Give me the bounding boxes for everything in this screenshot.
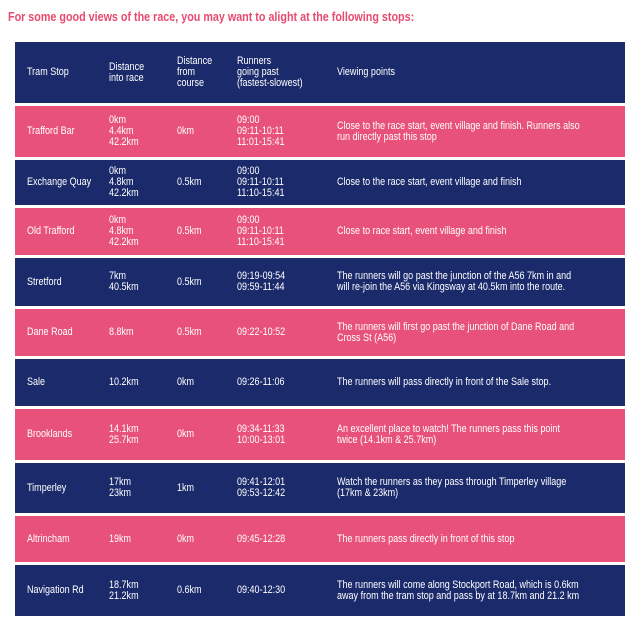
cell-line: 4.8km — [109, 225, 134, 237]
distance-from-course-text: 0km — [177, 532, 195, 545]
cell-line: 42.2km — [109, 136, 139, 148]
cell-line: 4.4km — [109, 125, 134, 137]
viewing-points — [333, 424, 625, 446]
stop-name — [15, 177, 105, 188]
cell-line: 11:10-15:41 — [237, 187, 285, 199]
stop-name-text: Brooklands — [27, 428, 73, 440]
distance-from-course — [173, 327, 233, 338]
cell-line: 09:45-12:28 — [237, 532, 286, 545]
cell-line: The runners will come along Stockport Road, which is 0.6km — [337, 578, 579, 591]
table-row — [15, 463, 625, 516]
table-header-row — [15, 42, 625, 106]
runners-times — [233, 166, 333, 199]
table-row — [15, 359, 625, 409]
distance-from-course — [173, 534, 233, 545]
stop-name-text: Exchange Quay — [27, 176, 92, 188]
stop-name — [15, 277, 105, 288]
cell-line: Watch the runners as they pass through Timperley village — [337, 476, 567, 488]
viewing-points — [333, 226, 625, 237]
cell-line: Close to the race start, event village and finish — [337, 176, 522, 188]
cell-line: 09:22-10:52 — [237, 326, 286, 338]
cell-line: Close to the race start, event village and finish. Runners also — [337, 119, 580, 132]
cell-line: 0km — [109, 214, 127, 226]
stop-name — [15, 429, 105, 440]
cell-line: 10.2km — [109, 376, 139, 388]
cell-line: 11:10-15:41 — [237, 236, 285, 248]
cell-line: 09:59-11:44 — [237, 281, 285, 293]
distance-from-course-text: 0.5km — [177, 275, 202, 288]
cell-line: Viewing points — [337, 66, 396, 78]
stop-name-text: Navigation Rd — [27, 584, 84, 596]
viewing-points — [333, 121, 625, 143]
runners-times — [233, 377, 333, 388]
table-row — [15, 565, 625, 619]
cell-line: 09:00 — [237, 214, 260, 226]
stop-name — [15, 327, 105, 338]
stop-name-text: Stretford — [27, 275, 62, 288]
table-row — [15, 208, 625, 258]
cell-line: 09:11-10:11 — [237, 176, 284, 188]
cell-line: 09:26-11:06 — [237, 376, 285, 388]
stop-name — [15, 483, 105, 494]
intro-heading: For some good views of the race, you may want to alight at the following stops: — [8, 10, 415, 24]
distance-into-race — [105, 477, 173, 499]
runners-times — [233, 215, 333, 248]
stop-name — [15, 226, 105, 237]
cell-line: 8.8km — [109, 326, 134, 338]
cell-line: 09:40-12:30 — [237, 584, 286, 596]
cell-line: will re-join the A56 via Kingsway at 40.5km into the route. — [337, 281, 566, 293]
stop-name — [15, 377, 105, 388]
table-row — [15, 516, 625, 565]
table-row — [15, 106, 625, 160]
stop-name — [15, 585, 105, 596]
distance-from-course-text: 0km — [177, 376, 195, 388]
tram-stop-table — [15, 42, 625, 619]
runners-times — [233, 271, 333, 293]
cell-line: 09:11-10:11 — [237, 225, 284, 237]
cell-line: The runners pass directly in front of this stop — [337, 532, 515, 545]
distance-into-race — [105, 327, 173, 338]
cell-line: from — [177, 66, 196, 78]
distance-from-course — [173, 126, 233, 137]
distance-from-course-text: 0.5km — [177, 225, 202, 237]
distance-into-race — [105, 271, 173, 293]
cell-line: 4.8km — [109, 176, 134, 188]
stop-name-text: Old Trafford — [27, 225, 75, 237]
stop-name-text: Sale — [27, 376, 46, 388]
runners-times — [233, 534, 333, 545]
table-row — [15, 309, 625, 359]
viewing-points — [333, 580, 625, 602]
distance-from-course — [173, 177, 233, 188]
cell-line: 17km — [109, 476, 132, 488]
stop-name — [15, 534, 105, 545]
cell-line: run directly past this stop — [337, 130, 437, 143]
header-runners-going-past — [233, 56, 333, 89]
table-row — [15, 409, 625, 463]
stop-name-text: Altrincham — [27, 532, 70, 545]
distance-into-race — [105, 424, 173, 446]
cell-line: into race — [109, 71, 144, 84]
runners-times — [233, 424, 333, 446]
distance-into-race — [105, 166, 173, 199]
viewing-points — [333, 477, 625, 499]
cell-line: The runners will first go past the junction of Dane Road and — [337, 320, 575, 333]
distance-from-course-text: 1km — [177, 481, 195, 494]
runners-times — [233, 115, 333, 148]
cell-line: 25.7km — [109, 433, 139, 446]
distance-from-course — [173, 226, 233, 237]
distance-from-course — [173, 585, 233, 596]
viewing-points — [333, 322, 625, 344]
cell-line: 09:53-12:42 — [237, 487, 286, 499]
cell-line: The runners will pass directly in front of the Sale stop. — [337, 376, 552, 388]
cell-line: 7km — [109, 270, 127, 282]
cell-line: 21.2km — [109, 589, 139, 602]
viewing-points — [333, 534, 625, 545]
distance-into-race — [105, 115, 173, 148]
table-row — [15, 258, 625, 309]
cell-line: 09:34-11:33 — [237, 422, 285, 435]
distance-from-course — [173, 277, 233, 288]
cell-line: 40.5km — [109, 281, 139, 293]
cell-line: The runners will go past the junction of the A56 7km in and — [337, 270, 572, 282]
cell-line: (fastest-slowest) — [237, 77, 303, 89]
cell-line: away from the tram stop and pass by at 18.7km and 21.2 km — [337, 589, 580, 602]
cell-line: 09:11-10:11 — [237, 125, 284, 137]
cell-line: Distance — [109, 60, 145, 73]
cell-line: 11:01-15:41 — [237, 136, 285, 148]
distance-into-race — [105, 377, 173, 388]
cell-line: 42.2km — [109, 236, 139, 248]
table-row — [15, 160, 625, 208]
cell-line: 0km — [109, 114, 127, 126]
stop-name-text: Trafford Bar — [27, 125, 75, 137]
cell-line: Runners — [237, 55, 272, 67]
cell-line: 10:00-13:01 — [237, 433, 286, 446]
distance-from-course-text: 0.6km — [177, 584, 202, 596]
distance-from-course — [173, 429, 233, 440]
cell-line: Distance — [177, 55, 213, 67]
cell-line: 23km — [109, 487, 132, 499]
cell-line: 0km — [109, 165, 127, 177]
cell-line: An excellent place to watch! The runners pass this point — [337, 422, 560, 435]
runners-times — [233, 327, 333, 338]
cell-line: going past — [237, 66, 279, 78]
distance-from-course — [173, 377, 233, 388]
distance-into-race — [105, 215, 173, 248]
runners-times — [233, 585, 333, 596]
distance-from-course-text: 0.5km — [177, 176, 202, 188]
cell-line: Tram Stop — [27, 66, 69, 78]
cell-line: (17km & 23km) — [337, 487, 399, 499]
cell-line: Close to race start, event village and finish — [337, 225, 507, 237]
cell-line: 09:41-12:01 — [237, 476, 286, 488]
cell-line: 09:19-09:54 — [237, 270, 286, 282]
runners-times — [233, 477, 333, 499]
header-distance-into-race — [105, 62, 173, 84]
distance-from-course — [173, 483, 233, 494]
cell-line: 18.7km — [109, 578, 139, 591]
stop-name — [15, 126, 105, 137]
cell-line: 09:00 — [237, 114, 260, 126]
cell-line: 19km — [109, 532, 132, 545]
distance-from-course-text: 0km — [177, 428, 195, 440]
distance-from-course-text: 0.5km — [177, 326, 202, 338]
stop-name-text: Dane Road — [27, 326, 73, 338]
cell-line: twice (14.1km & 25.7km) — [337, 433, 437, 446]
viewing-points — [333, 271, 625, 293]
cell-line: 42.2km — [109, 187, 139, 199]
viewing-points — [333, 377, 625, 388]
header-viewing-points — [333, 67, 625, 78]
distance-into-race — [105, 534, 173, 545]
header-distance-from-course — [173, 56, 233, 89]
header-tram-stop — [15, 67, 105, 78]
cell-line: 14.1km — [109, 422, 139, 435]
viewing-points — [333, 177, 625, 188]
stop-name-text: Timperley — [27, 481, 67, 494]
distance-into-race — [105, 580, 173, 602]
cell-line: Cross St (A56) — [337, 331, 397, 344]
distance-from-course-text: 0km — [177, 125, 195, 137]
cell-line: 09:00 — [237, 165, 260, 177]
cell-line: course — [177, 77, 205, 89]
